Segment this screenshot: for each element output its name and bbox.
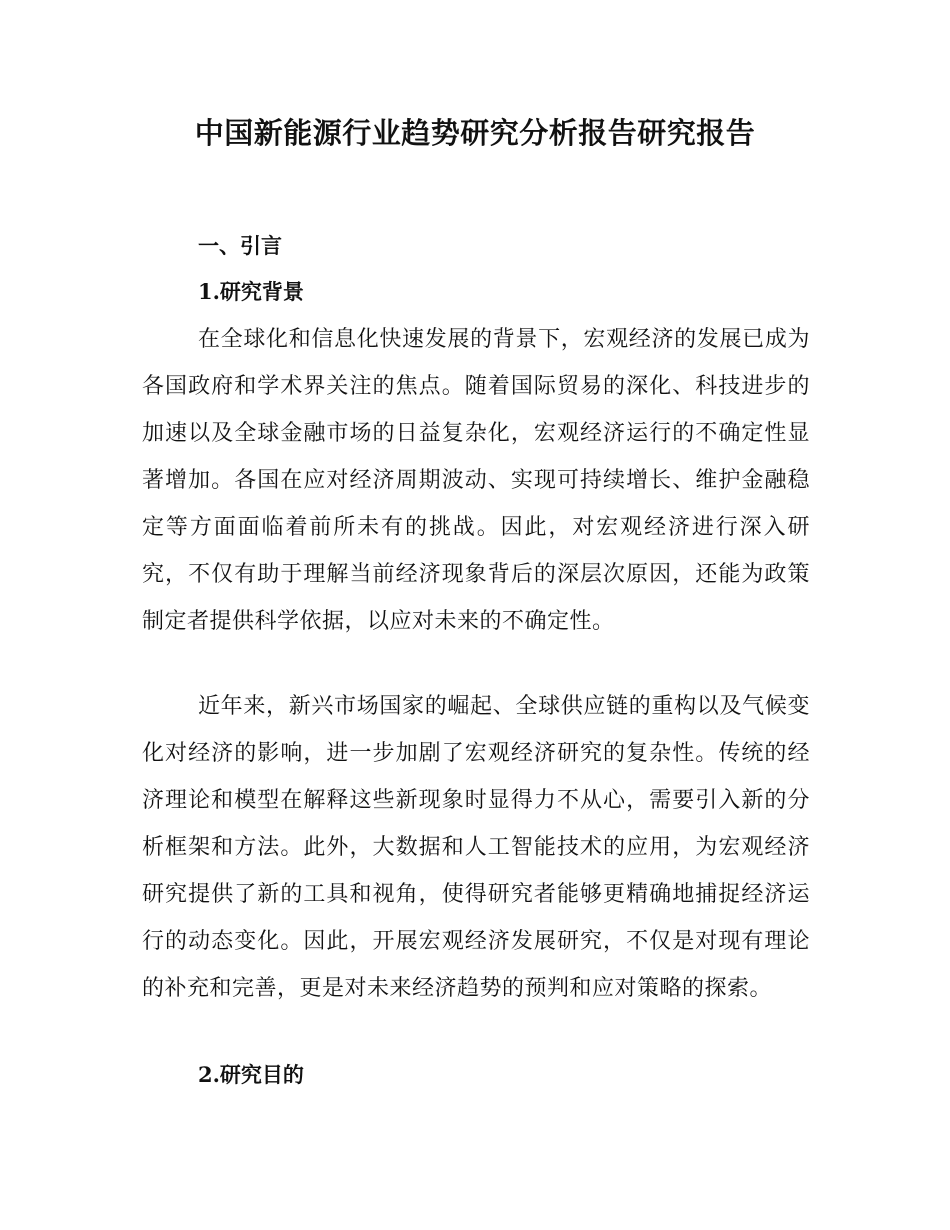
document-title: 中国新能源行业趋势研究分析报告研究报告 (194, 116, 756, 150)
subsection-heading-purpose: 2.研究目的 (198, 1062, 304, 1087)
subsection-heading-background: 1.研究背景 (198, 279, 304, 304)
paragraph-background-2: 近年来，新兴市场国家的崛起、全球供应链的重构以及气候变化对经济的影响，进一步加剧了宏观经济研究的复杂性。传统的经济理论和模型在解释这些新现象时显得力不从心，需要引入新的分析框架和方法。此外，大数据和人工智能技术的应用，为宏观经济研究提供了新的工具和视角，使得研究者能够更精确地捕捉经济运行的动态变化。因此，开展宏观经济发展研究，不仅是对现有理论的补充和完善，更是对未来经济趋势的预判和应对策略的探索。 (142, 694, 810, 1001)
paragraph-background-1: 在全球化和信息化快速发展的背景下，宏观经济的发展已成为各国政府和学术界关注的焦点。随着国际贸易的深化、科技进步的加速以及全球金融市场的日益复杂化，宏观经济运行的不确定性显著增加。各国在应对经济周期波动、实现可持续增长、维护金融稳定等方面面临着前所未有的挑战。因此，对宏观经济进行深入研究，不仅有助于理解当前经济现象背后的深层次原因，还能为政策制定者提供科学依据，以应对未来的不确定性。 (142, 327, 810, 634)
section-heading-introduction: 一、引言 (198, 233, 282, 258)
